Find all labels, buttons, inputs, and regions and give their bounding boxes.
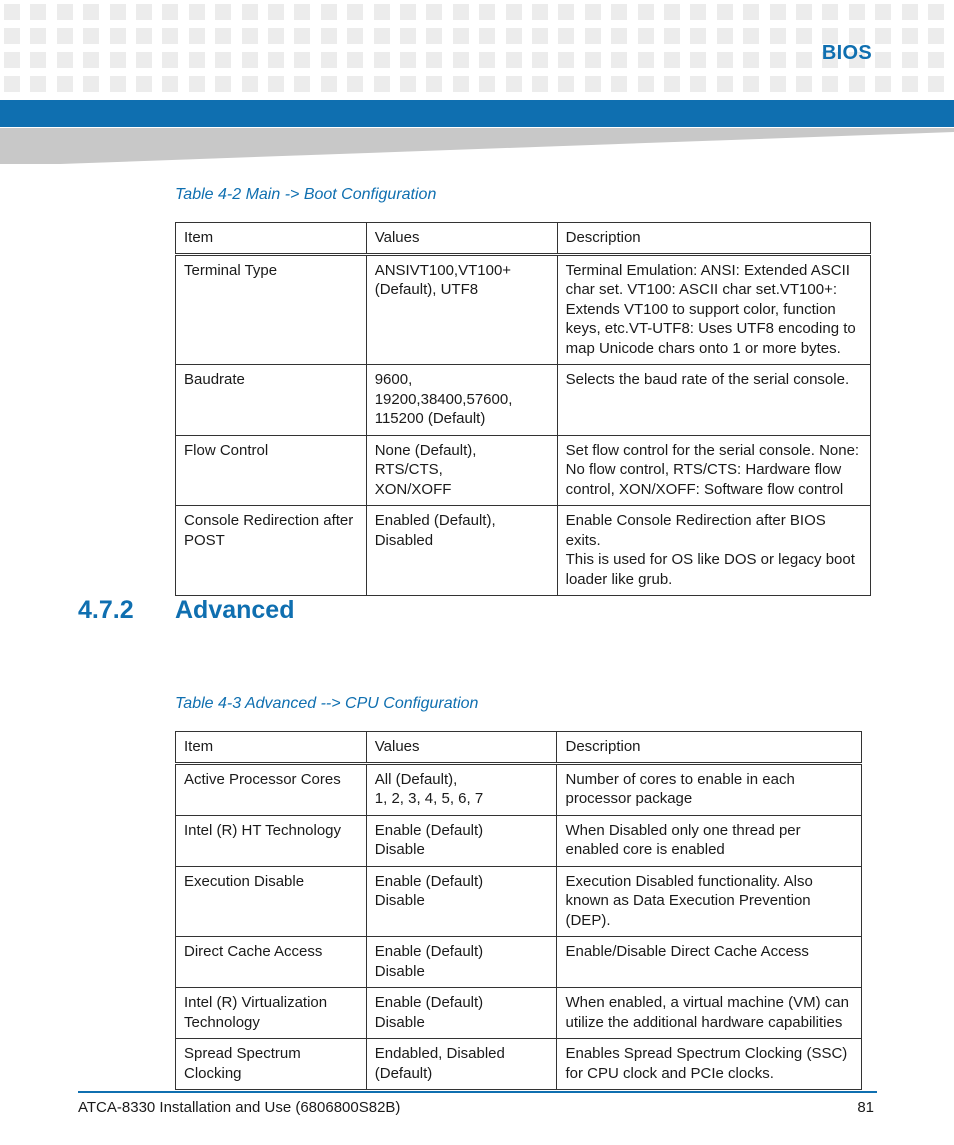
cell-item: Terminal Type — [176, 254, 367, 365]
header-dot — [928, 28, 944, 44]
header-dot — [506, 28, 522, 44]
table-row — [176, 506, 871, 596]
header-dot — [321, 4, 337, 20]
boot-configuration-table — [175, 222, 871, 596]
cell-item: Baudrate — [176, 365, 367, 436]
header-dot — [83, 28, 99, 44]
header-dot — [4, 76, 20, 92]
header-dot — [796, 28, 812, 44]
header-dot — [374, 52, 390, 68]
header-dot — [506, 52, 522, 68]
header-blue-bar — [0, 100, 954, 127]
header-dot — [796, 4, 812, 20]
header-dot — [426, 4, 442, 20]
header-dot-pattern — [0, 0, 954, 100]
header-dot — [4, 4, 20, 20]
table-caption-boot-configuration: Table 4-2 Main -> Boot Configuration — [175, 186, 437, 203]
header-dot — [770, 52, 786, 68]
header-dot — [585, 76, 601, 92]
cell-description: Number of cores to enable in each processor package — [557, 763, 862, 815]
header-dot — [294, 28, 310, 44]
header-dot — [426, 28, 442, 44]
header-dot — [770, 4, 786, 20]
cell-item: Intel (R) HT Technology — [176, 815, 367, 866]
header-dot — [479, 52, 495, 68]
header-dot — [136, 76, 152, 92]
header-dot — [30, 52, 46, 68]
cell-values: ANSIVT100,VT100+ (Default), UTF8 — [366, 254, 557, 365]
header-dot — [638, 76, 654, 92]
header-dot — [928, 52, 944, 68]
header-dot — [664, 76, 680, 92]
header-dot — [664, 28, 680, 44]
header-dot — [796, 52, 812, 68]
header-dot — [822, 76, 838, 92]
header-dot — [849, 76, 865, 92]
header-dot — [162, 76, 178, 92]
table-caption-cpu-configuration: Table 4-3 Advanced --> CPU Configuration — [175, 695, 479, 712]
header-dot — [110, 52, 126, 68]
header-dot — [453, 28, 469, 44]
cell-values: Enable (Default) Disable — [366, 866, 557, 937]
header-cell-description: Description — [557, 223, 870, 255]
header-dot — [690, 76, 706, 92]
cell-description: When enabled, a virtual machine (VM) can utilize the additional hardware capabilities — [557, 988, 862, 1039]
header-dot — [558, 52, 574, 68]
header-dot — [611, 28, 627, 44]
header-dot — [875, 28, 891, 44]
header-dot — [110, 28, 126, 44]
table-row — [176, 988, 862, 1039]
header-dot — [928, 76, 944, 92]
header-dot — [453, 52, 469, 68]
cell-values: 9600, 19200,38400,57600, 115200 (Default) — [366, 365, 557, 436]
header-dot — [770, 28, 786, 44]
header-dot — [611, 76, 627, 92]
header-dot — [83, 76, 99, 92]
header-dot — [743, 4, 759, 20]
header-dot — [136, 28, 152, 44]
cell-values: Enable (Default) Disable — [366, 988, 557, 1039]
cell-description: Enables Spread Spectrum Clocking (SSC) for CPU clock and PCIe clocks. — [557, 1039, 862, 1090]
header-cell-values: Values — [366, 732, 557, 764]
header-dot — [215, 28, 231, 44]
cell-item: Console Redirection after POST — [176, 506, 367, 596]
header-dot — [638, 4, 654, 20]
header-dot — [902, 28, 918, 44]
header-dot — [321, 28, 337, 44]
header-dot — [506, 76, 522, 92]
header-dot — [426, 76, 442, 92]
header-dot — [30, 4, 46, 20]
cell-values: Enabled (Default), Disabled — [366, 506, 557, 596]
cell-description: Set flow control for the serial console. None: No flow control, RTS/CTS: Hardware flow control, XON/XOFF: Software flow control — [557, 435, 870, 506]
header-dot — [347, 4, 363, 20]
header-dot — [57, 76, 73, 92]
header-dot — [268, 52, 284, 68]
header-dot — [189, 76, 205, 92]
header-dot — [849, 4, 865, 20]
section-title: Advanced — [175, 596, 295, 624]
cell-description: Terminal Emulation: ANSI: Extended ASCII char set. VT100: ASCII char set.VT100+: Extends VT100 to support color, function keys, etc.VT-UTF8: Uses UTF8 encoding to map Unicode chars onto 1 or more bytes. — [557, 254, 870, 365]
table-row — [176, 866, 862, 937]
table-row — [176, 815, 862, 866]
cell-values: None (Default), RTS/CTS, XON/XOFF — [366, 435, 557, 506]
header-dot — [294, 4, 310, 20]
header-dot — [242, 4, 258, 20]
header-dot — [902, 52, 918, 68]
header-dot — [83, 4, 99, 20]
header-dot — [585, 4, 601, 20]
header-dot — [162, 4, 178, 20]
header-dot — [532, 4, 548, 20]
table-row — [176, 365, 871, 436]
header-dot — [83, 52, 99, 68]
header-cell-description: Description — [557, 732, 862, 764]
table-header-row — [176, 732, 862, 764]
header-dot — [743, 52, 759, 68]
header-dot — [162, 28, 178, 44]
header-dot — [479, 76, 495, 92]
table-header-row — [176, 223, 871, 255]
header-dot — [189, 52, 205, 68]
chapter-title: BIOS — [821, 42, 872, 64]
header-dot — [875, 4, 891, 20]
header-dot — [321, 76, 337, 92]
cell-item: Execution Disable — [176, 866, 367, 937]
cell-values: Endabled, Disabled (Default) — [366, 1039, 557, 1090]
dot-grid — [4, 4, 954, 96]
header-dot — [690, 4, 706, 20]
header-dot — [215, 4, 231, 20]
header-dot — [558, 28, 574, 44]
header-dot — [215, 52, 231, 68]
header-dot — [347, 28, 363, 44]
header-dot — [162, 52, 178, 68]
table-row — [176, 435, 871, 506]
header-dot — [743, 28, 759, 44]
header-dot — [400, 76, 416, 92]
header-dot — [136, 4, 152, 20]
header-dot — [717, 52, 733, 68]
header-dot — [585, 52, 601, 68]
header-dot — [638, 28, 654, 44]
header-dot — [400, 52, 416, 68]
header-cell-values: Values — [366, 223, 557, 255]
header-dot — [347, 76, 363, 92]
cell-description: Enable/Disable Direct Cache Access — [557, 937, 862, 988]
header-dot — [30, 76, 46, 92]
header-dot — [532, 28, 548, 44]
header-dot — [374, 4, 390, 20]
header-dot — [479, 4, 495, 20]
header-dot — [374, 76, 390, 92]
cell-item: Active Processor Cores — [176, 763, 367, 815]
header-dot — [400, 28, 416, 44]
cell-values: Enable (Default) Disable — [366, 815, 557, 866]
header-dot — [822, 4, 838, 20]
footer-page-number: 81 — [857, 1099, 874, 1116]
header-dot — [4, 52, 20, 68]
header-dot — [875, 52, 891, 68]
header-grey-wedge — [0, 128, 954, 164]
header-dot — [136, 52, 152, 68]
header-dot — [638, 52, 654, 68]
cell-description: Execution Disabled functionality. Also known as Data Execution Prevention (DEP). — [557, 866, 862, 937]
header-dot — [902, 76, 918, 92]
header-dot — [110, 76, 126, 92]
table-row — [176, 937, 862, 988]
header-dot — [558, 4, 574, 20]
header-dot — [110, 4, 126, 20]
cell-item: Intel (R) Virtualization Technology — [176, 988, 367, 1039]
section-number: 4.7.2 — [78, 596, 134, 624]
header-dot — [426, 52, 442, 68]
header-dot — [374, 28, 390, 44]
cell-item: Flow Control — [176, 435, 367, 506]
cell-description: When Disabled only one thread per enabled core is enabled — [557, 815, 862, 866]
header-dot — [770, 76, 786, 92]
header-dot — [717, 28, 733, 44]
header-dot — [268, 76, 284, 92]
table-row — [176, 254, 871, 365]
header-dot — [743, 76, 759, 92]
header-dot — [717, 76, 733, 92]
header-dot — [690, 28, 706, 44]
header-dot — [268, 4, 284, 20]
header-dot — [57, 4, 73, 20]
cell-description: Selects the baud rate of the serial console. — [557, 365, 870, 436]
header-dot — [294, 76, 310, 92]
header-dot — [294, 52, 310, 68]
header-dot — [902, 4, 918, 20]
cell-item: Spread Spectrum Clocking — [176, 1039, 367, 1090]
header-dot — [321, 52, 337, 68]
header-dot — [611, 52, 627, 68]
header-dot — [242, 52, 258, 68]
header-dot — [664, 4, 680, 20]
header-dot — [479, 28, 495, 44]
table-row — [176, 1039, 862, 1090]
header-dot — [664, 52, 680, 68]
header-dot — [242, 76, 258, 92]
header-dot — [690, 52, 706, 68]
cpu-configuration-table — [175, 731, 862, 1090]
header-dot — [242, 28, 258, 44]
header-dot — [532, 76, 548, 92]
header-dot — [57, 52, 73, 68]
header-dot — [30, 28, 46, 44]
header-dot — [4, 28, 20, 44]
header-dot — [558, 76, 574, 92]
cell-values: Enable (Default) Disable — [366, 937, 557, 988]
header-dot — [215, 76, 231, 92]
cell-item: Direct Cache Access — [176, 937, 367, 988]
header-dot — [189, 4, 205, 20]
table-row — [176, 763, 862, 815]
header-dot — [875, 76, 891, 92]
header-dot — [189, 28, 205, 44]
header-dot — [57, 28, 73, 44]
header-cell-item: Item — [176, 732, 367, 764]
footer-rule — [78, 1091, 877, 1093]
header-dot — [347, 52, 363, 68]
header-dot — [506, 4, 522, 20]
cell-values: All (Default), 1, 2, 3, 4, 5, 6, 7 — [366, 763, 557, 815]
cell-description: Enable Console Redirection after BIOS exits. This is used for OS like DOS or legacy boot loader like grub. — [557, 506, 870, 596]
header-dot — [585, 28, 601, 44]
header-dot — [268, 28, 284, 44]
header-dot — [717, 4, 733, 20]
header-dot — [453, 76, 469, 92]
header-cell-item: Item — [176, 223, 367, 255]
header-dot — [400, 4, 416, 20]
header-dot — [796, 76, 812, 92]
header-dot — [928, 4, 944, 20]
header-dot — [532, 52, 548, 68]
header-dot — [453, 4, 469, 20]
header-dot — [611, 4, 627, 20]
footer-document-title: ATCA-8330 Installation and Use (6806800S82B) — [78, 1099, 401, 1116]
